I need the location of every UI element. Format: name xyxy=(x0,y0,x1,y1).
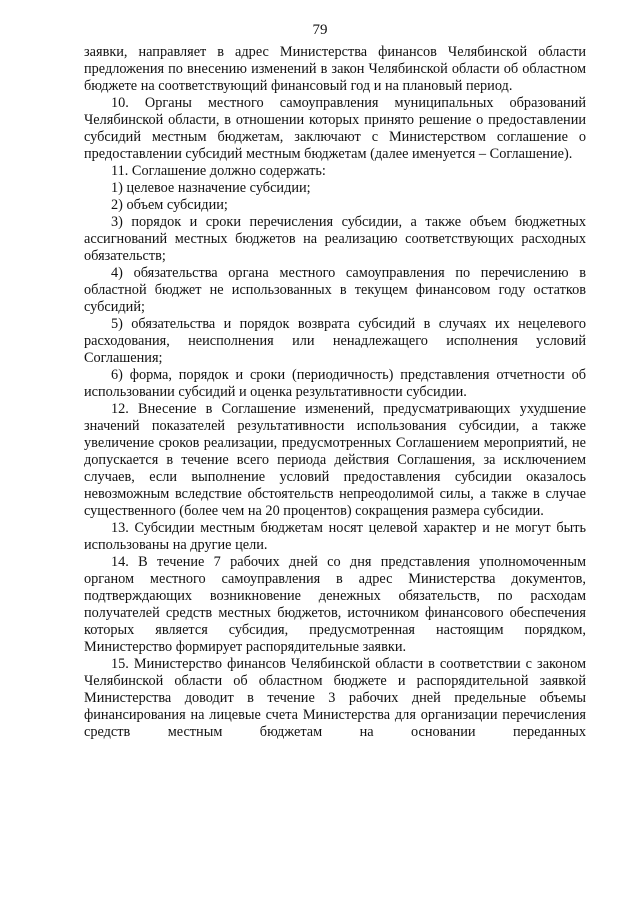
list-item-6: 6) форма, порядок и сроки (периодичность) представления отчетности об использовании субсидий и оценка результативности субсидии. xyxy=(84,367,586,400)
document-body xyxy=(84,44,586,741)
paragraph-11: 11. Соглашение должно содержать: xyxy=(111,163,326,179)
paragraph-15: 15. Министерство финансов Челябинской области в соответствии с законом Челябинской области об областном бюджете и распорядительной заявкой Министерства доводит в течение 3 рабочих дней предельные объемы финансирования на лицевые счета Министерства для организации перечисления средств местным бюджетам на основании переданных xyxy=(84,656,586,740)
list-item-1: 1) целевое назначение субсидии; xyxy=(111,180,311,196)
paragraph-13: 13. Субсидии местным бюджетам носят целевой характер и не могут быть использованы на другие цели. xyxy=(84,520,586,553)
page-number: 79 xyxy=(312,22,328,38)
list-item-3: 3) порядок и сроки перечисления субсидии, а также объем бюджетных ассигнований местных бюджетов на реализацию соответствующих расходных обязательств; xyxy=(84,214,586,264)
list-item-4: 4) обязательства органа местного самоуправления по перечислению в областной бюджет не использованных в текущем финансовом году остатков субсидий; xyxy=(84,265,586,315)
paragraph-12: 12. Внесение в Соглашение изменений, предусматривающих ухудшение значений показателей результативности использования субсидии, а также увеличение сроков реализации, предусмотренных Соглашением мероприятий, не допускается в течение всего периода действия Соглашения, за исключением случаев, если выполнение условий предоставления субсидии оказалось невозможным вследствие обстоятельств непреодолимой силы, а также в случае существенного (более чем на 20 процентов) сокращения размера субсидии. xyxy=(84,401,586,519)
list-item-5: 5) обязательства и порядок возврата субсидий в случаях их нецелевого расходования, неисполнения или ненадлежащего исполнения условий Соглашения; xyxy=(84,316,586,366)
list-item-2: 2) объем субсидии; xyxy=(111,197,228,213)
paragraph-continuation: заявки, направляет в адрес Министерства финансов Челябинской области предложения по внесению изменений в закон Челябинской области об областном бюджете на соответствующий финансовый год и на плановый период. xyxy=(84,44,586,94)
paragraph-14: 14. В течение 7 рабочих дней со дня представления уполномоченным органом местного самоуправления в адрес Министерства документов, подтверждающих возникновение денежных обязательств, по расходам получателей средств местных бюджетов, источником финансового обеспечения которых является субсидия, предусмотренная настоящим порядком, Министерство формирует распорядительные заявки. xyxy=(84,554,586,655)
paragraph-10: 10. Органы местного самоуправления муниципальных образований Челябинской области, в отношении которых принято решение о предоставлении субсидий местным бюджетам, заключают с Министерством соглашение о предоставлении субсидий местным бюджетам (далее именуется – Соглашение). xyxy=(84,95,586,162)
